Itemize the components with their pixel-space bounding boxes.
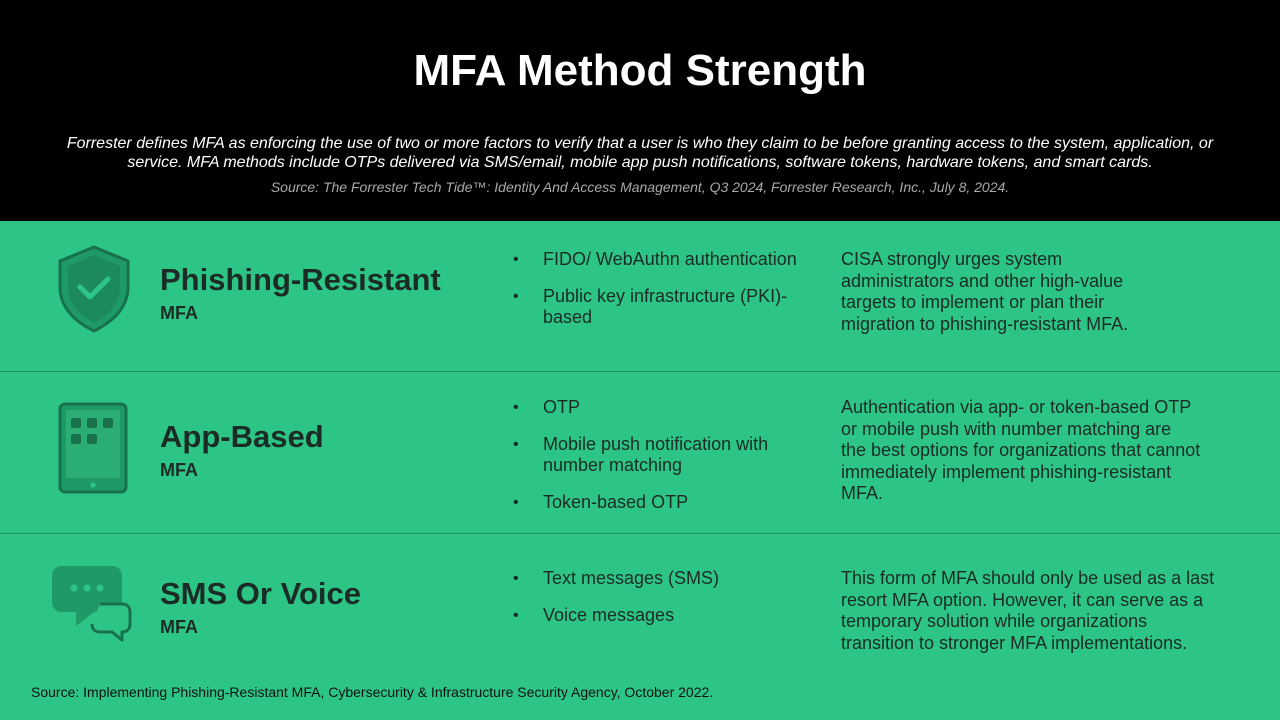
method-sub: MFA	[160, 460, 198, 480]
method-description: This form of MFA should only be used as a last resort MFA option. However, it can serve as a temporary solution while organizations transition to stronger MFA implementations.	[841, 568, 1215, 653]
list-item: • Voice messages	[513, 605, 803, 626]
method-sub: MFA	[160, 303, 198, 323]
row-app-based	[0, 372, 1280, 534]
tablet-icon	[58, 402, 128, 494]
header	[0, 0, 1280, 221]
method-sub: MFA	[160, 617, 198, 637]
list-item: • Public key infrastructure (PKI)-based	[513, 286, 803, 328]
list-item: • Text messages (SMS)	[513, 568, 803, 589]
method-description: Authentication via app- or token-based OTP or mobile push with number matching are the best options for organizations that cannot immediately implement phishing-resistant MFA.	[841, 397, 1201, 503]
list-item: • Mobile push notification with number matching	[513, 434, 803, 476]
list-item: • FIDO/ WebAuthn authentication	[513, 249, 803, 270]
method-name: App-Based	[160, 419, 324, 454]
row-phishing-resistant	[0, 221, 1280, 372]
chat-bubbles-icon	[50, 564, 134, 644]
list-item: • OTP	[513, 397, 803, 418]
method-bullets	[513, 249, 803, 344]
method-bullets	[513, 397, 803, 529]
mfa-definition: Forrester defines MFA as enforcing the use of two or more factors to verify that a user is who they claim to be before granting access to the system, application, or service. MFA methods include OTPs delivered via SMS/email, mobile app push notifications, software tokens, hardware tokens, and smart cards.	[66, 135, 1214, 171]
method-description: CISA strongly urges system administrators and other high-value targets to implement or plan their migration to phishing-resistant MFA.	[841, 249, 1129, 334]
method-bullets	[513, 568, 803, 642]
list-item: • Token-based OTP	[513, 492, 803, 513]
cisa-source: Source: Implementing Phishing-Resistant MFA, Cybersecurity & Infrastructure Security Agency, October 2022.	[31, 684, 714, 700]
page-title: MFA Method Strength	[413, 46, 867, 95]
forrester-source: Source: The Forrester Tech Tide™: Identity And Access Management, Q3 2024, Forrester Research, Inc., July 8, 2024.	[270, 179, 1010, 195]
method-name: SMS Or Voice	[160, 576, 361, 611]
shield-check-icon	[58, 245, 130, 333]
method-name: Phishing-Resistant	[160, 262, 441, 297]
